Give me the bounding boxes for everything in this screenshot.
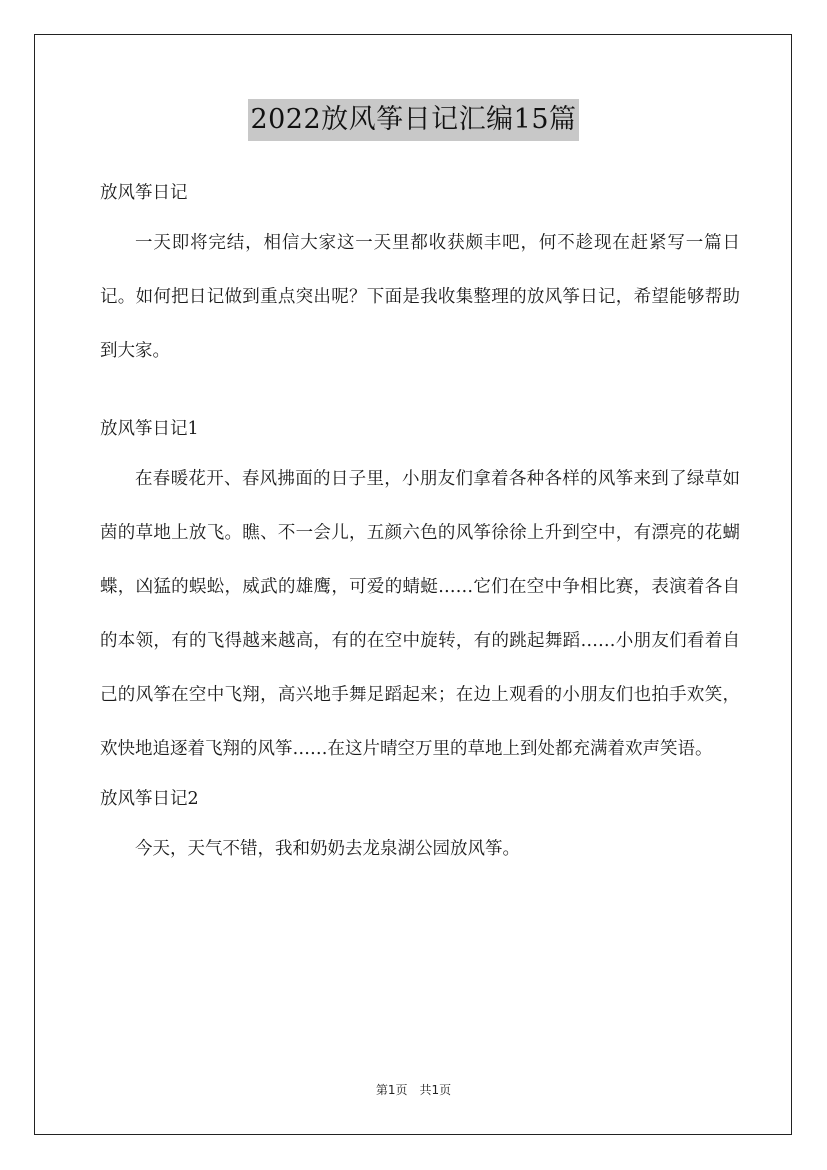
paragraph: 在春暖花开、春风拂面的日子里，小朋友们拿着各种各样的风筝来到了绿草如茵的草地上放飞。瞧、不一会儿，五颜六色的风筝徐徐上升到空中，有漂亮的花蝴蝶，凶猛的蜈蚣，威武的雄鹰，可爱的蜻蜓……它们在空中争相比赛，表演着各自的本领，有的飞得越来越高，有的在空中旋转，有的跳起舞蹈……小朋友们看着自己的风筝在空中飞翔，高兴地手舞足蹈起来；在边上观看的小朋友们也拍手欢笑，欢快地追逐着飞翔的风筝……在这片晴空万里的草地上到处都充满着欢声笑语。	[100, 469, 740, 759]
document-body	[100, 170, 740, 876]
section-gap	[100, 378, 740, 406]
paragraph: 今天，天气不错，我和奶奶去龙泉湖公园放风筝。	[135, 839, 520, 859]
section-heading: 放风筝日记1	[100, 419, 199, 439]
section-diary-1	[100, 406, 740, 776]
page-number-total: 共1页	[419, 1083, 452, 1097]
paragraph: 一天即将完结，相信大家这一天里都收获颇丰吧，何不趁现在赶紧写一篇日记。如何把日记做到重点突出呢？下面是我收集整理的放风筝日记，希望能够帮助到大家。	[100, 233, 740, 361]
document-title: 2022放风筝日记汇编15篇	[248, 99, 578, 141]
section-intro	[100, 170, 740, 378]
page-footer	[0, 1081, 827, 1098]
page-number-current: 第1页	[375, 1083, 408, 1097]
section-heading: 放风筝日记	[100, 183, 188, 203]
section-diary-2	[100, 776, 740, 876]
section-heading: 放风筝日记2	[100, 789, 199, 809]
title-container	[0, 99, 827, 141]
